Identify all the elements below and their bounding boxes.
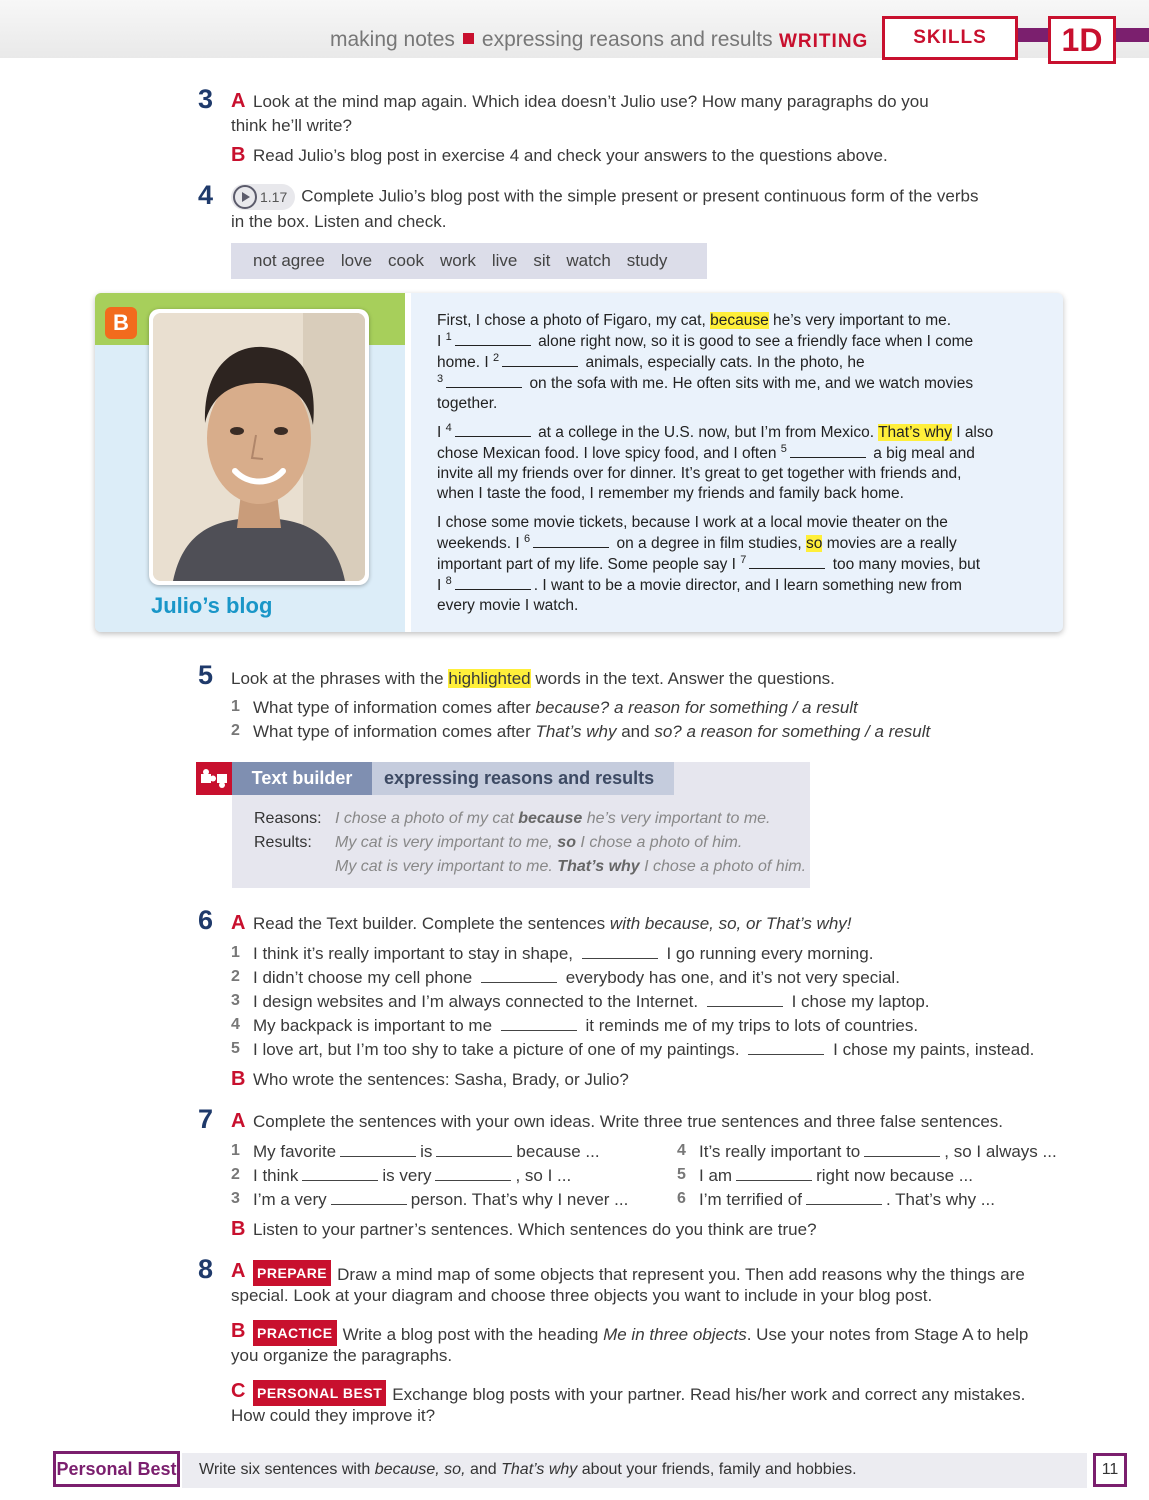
gap-number: 2 <box>493 351 500 364</box>
blog-text-span: a big meal and <box>873 445 975 462</box>
gap-1[interactable] <box>455 331 531 346</box>
instruction-italic: with because, so, or That’s why! <box>609 914 852 933</box>
instruction-text: Write a blog post with the heading <box>342 1325 599 1344</box>
ex7-item-2 <box>253 1164 571 1188</box>
blog-text-span: . I want to be a movie director, and I learn something new from <box>533 577 962 594</box>
blog-text-span: animals, especially cats. In the photo, he <box>585 354 865 371</box>
ex6-a-text <box>253 912 852 936</box>
sentence-text: I design websites and I’m always connected to the Internet. <box>253 992 699 1011</box>
footer-text: Write six sentences with <box>199 1461 371 1478</box>
sentence-text: , so I ... <box>515 1166 572 1185</box>
prepare-tag: PREPARE <box>253 1260 331 1286</box>
word-box-item: love <box>340 251 373 270</box>
sentence-text: it reminds me of my trips to lots of countries. <box>585 1016 919 1035</box>
example-text: My cat is very important to me, <box>335 834 553 851</box>
blog-text-span: alone right now, so it is good to see a friendly face when I come <box>538 333 974 350</box>
puzzle-icon <box>196 762 232 795</box>
word-box-item: sit <box>533 251 551 270</box>
sentence-text: It’s really important to <box>699 1142 861 1161</box>
ex8-c-letter: C <box>231 1380 246 1402</box>
blog-text-span: when I taste the food, I remember my friends and family back home. <box>437 485 904 502</box>
sentence-text: because ... <box>516 1142 600 1161</box>
ex7-item-number: 5 <box>677 1166 686 1183</box>
question-text: What type of information comes after <box>253 722 531 741</box>
sentence-text: I am <box>699 1166 733 1185</box>
sentence-text: . That’s why ... <box>885 1190 995 1209</box>
play-icon <box>233 185 257 209</box>
ex3-b-letter: B <box>231 144 246 166</box>
ex7-a-letter: A <box>231 1110 246 1132</box>
ex8-a-letter: A <box>231 1260 246 1282</box>
ex8-b-line1 <box>253 1320 1028 1347</box>
blog-text-span: too many movies, but <box>832 556 981 573</box>
gap-7[interactable] <box>749 554 825 569</box>
ex6-item-number: 1 <box>231 944 240 961</box>
blogger-icon: B <box>105 307 137 339</box>
bullet-square-icon <box>463 33 474 44</box>
blog-text-span: I <box>437 333 442 350</box>
sentence-text: I didn’t choose my cell phone <box>253 968 473 987</box>
highlighted-word: highlighted <box>448 669 531 688</box>
answer-blank[interactable] <box>707 992 783 1007</box>
header-topic-2: expressing reasons and results <box>481 28 773 51</box>
ex8-number: 8 <box>198 1254 214 1284</box>
blog-text-span: I also <box>956 424 994 441</box>
ex4-line1 <box>231 184 978 210</box>
question-italic: That’s why <box>535 722 617 741</box>
header-topic-1: making notes <box>330 28 455 51</box>
ex3-b-text: Read Julio’s blog post in exercise 4 and check your answers to the questions above. <box>253 146 888 165</box>
ex8-c-line1 <box>253 1380 1025 1407</box>
word-box-item: study <box>626 251 668 270</box>
reasons-label: Reasons: <box>254 810 322 827</box>
ex8-b-line2: you organize the paragraphs. <box>231 1346 453 1365</box>
ex3-number: 3 <box>198 84 214 114</box>
results-example-2 <box>335 858 806 876</box>
header-section: WRITING <box>779 31 869 52</box>
blog-paragraph-3 <box>437 513 1052 616</box>
example-text: My cat is very important to me. <box>335 858 553 875</box>
ex6-a-letter: A <box>231 912 246 934</box>
ex8-b-letter: B <box>231 1320 246 1342</box>
answer-blank[interactable] <box>435 1166 511 1181</box>
ex7-b-letter: B <box>231 1218 246 1240</box>
sentence-text: everybody has one, and it’s not very special. <box>565 968 900 987</box>
header-topics <box>330 28 773 52</box>
ex5-intro-text: words in the text. Answer the questions. <box>535 669 835 688</box>
answer-blank[interactable] <box>736 1166 812 1181</box>
julio-photo <box>149 309 369 585</box>
julio-photo-image <box>153 313 365 581</box>
gap-2[interactable] <box>502 352 578 367</box>
ex4-instruction: Complete Julio’s blog post with the simple present or present continuous form of the verbs <box>301 186 979 206</box>
sentence-text: I go running every morning. <box>666 944 874 963</box>
ex7-item-number: 3 <box>231 1190 240 1207</box>
ex7-item-3 <box>253 1188 628 1212</box>
footer-italic: That’s why <box>501 1461 578 1478</box>
text-builder-title: expressing reasons and results <box>384 768 655 788</box>
ex7-item-number: 6 <box>677 1190 686 1207</box>
sentence-text: I chose my laptop. <box>791 992 930 1011</box>
gap-5[interactable] <box>790 443 866 458</box>
question-options: so? a reason for something / a result <box>654 722 931 741</box>
word-box-item: work <box>439 251 476 270</box>
footer-text: and <box>469 1461 497 1478</box>
gap-number: 7 <box>740 553 747 566</box>
blog-text-span: important part of my life. Some people say I <box>437 556 736 573</box>
gap-4[interactable] <box>455 422 531 437</box>
blog-text-span: chose Mexican food. I love spicy food, and I often <box>437 445 777 462</box>
example-text: I chose a photo of him. <box>644 858 807 875</box>
sentence-text: I’m terrified of <box>699 1190 802 1209</box>
blog-text-span: invite all my friends over for dinner. It’s great to get together with friends and, <box>437 465 962 482</box>
ex7-item-4 <box>699 1140 1057 1164</box>
example-keyword: so <box>557 834 576 851</box>
ex6-item-1 <box>253 942 873 966</box>
footer-text: about your friends, family and hobbies. <box>581 1461 857 1478</box>
gap-6[interactable] <box>533 533 609 548</box>
ex7-item-5 <box>699 1164 973 1188</box>
highlighted-word: so <box>806 535 823 552</box>
instruction-text: Read the Text builder. Complete the sentences <box>253 914 606 933</box>
audio-track-button[interactable] <box>231 184 295 210</box>
ex5-intro <box>231 667 835 691</box>
reasons-example <box>335 810 771 828</box>
blog-text-span: First, I chose a photo of Figaro, my cat, <box>437 312 706 329</box>
blog-text-span: I <box>437 424 442 441</box>
answer-blank[interactable] <box>501 1016 577 1031</box>
header-unit: 1D <box>1048 16 1116 64</box>
blog-panel <box>95 293 1063 632</box>
answer-blank[interactable] <box>582 944 658 959</box>
answer-blank[interactable] <box>436 1142 512 1157</box>
text-builder-label: Text builder <box>232 762 372 795</box>
blog-text-span: weekends. I <box>437 535 520 552</box>
ex5-q1-number: 1 <box>231 698 240 715</box>
blog-text-span: on a degree in film studies, <box>616 535 802 552</box>
ex5-q1 <box>253 696 858 720</box>
blog-text-span: together. <box>437 395 498 412</box>
ex7-item-number: 1 <box>231 1142 240 1159</box>
sentence-text: is very <box>382 1166 432 1185</box>
ex6-b-letter: B <box>231 1068 246 1090</box>
ex5-intro-text: Look at the phrases with the <box>231 669 444 688</box>
ex8-c-line2: How could they improve it? <box>231 1406 436 1425</box>
sentence-text: right now because ... <box>816 1166 973 1185</box>
sentence-text: I think it’s really important to stay in shape, <box>253 944 574 963</box>
header-skills-label: SKILLS <box>882 16 1018 60</box>
highlighted-word: That’s why <box>878 424 952 441</box>
highlighted-word: because <box>710 312 769 329</box>
blog-text-span: on the sofa with me. He often sits with me, and we watch movies <box>529 375 974 392</box>
sentence-text: I love art, but I’m too shy to take a picture of one of my paintings. <box>253 1040 740 1059</box>
ex5-number: 5 <box>198 660 214 690</box>
gap-number: 6 <box>524 532 531 545</box>
ex7-item-1 <box>253 1140 600 1164</box>
ex7-item-number: 4 <box>677 1142 686 1159</box>
question-options: because? a reason for something / a result <box>535 698 858 717</box>
footer-italic: because, so, <box>374 1461 466 1478</box>
ex6-item-3 <box>253 990 930 1014</box>
answer-blank[interactable] <box>331 1190 407 1205</box>
gap-number: 3 <box>437 372 444 385</box>
ex7-number: 7 <box>198 1104 214 1134</box>
blog-text-span: at a college in the U.S. now, but I’m from Mexico. <box>538 424 875 441</box>
blog-text-span: I <box>437 577 442 594</box>
sentence-text: I think <box>253 1166 299 1185</box>
answer-blank[interactable] <box>481 968 557 983</box>
word-box-item: live <box>491 251 518 270</box>
answer-blank[interactable] <box>806 1190 882 1205</box>
blog-text-span: he’s very important to me. <box>773 312 952 329</box>
sentence-text: person. That’s why I never ... <box>410 1190 629 1209</box>
ex6-item-5 <box>253 1038 1034 1062</box>
ex4-line2: in the box. Listen and check. <box>231 212 447 231</box>
ex6-number: 6 <box>198 905 214 935</box>
ex6-item-number: 3 <box>231 992 240 1009</box>
ex6-item-number: 4 <box>231 1016 240 1033</box>
word-box-item: not agree <box>253 251 325 270</box>
ex8-a-line2: special. Look at your diagram and choose three objects you want to include in your blog post. <box>231 1286 933 1305</box>
ex7-a-text: Complete the sentences with your own ideas. Write three true sentences and three false sentences. <box>253 1112 1003 1131</box>
ex7-b-text: Listen to your partner’s sentences. Which sentences do you think are true? <box>253 1220 817 1239</box>
question-text: and <box>621 722 650 741</box>
example-keyword: because <box>518 810 583 827</box>
gap-number: 5 <box>780 442 787 455</box>
sentence-text: , so I always ... <box>944 1142 1057 1161</box>
blog-text-span: home. I <box>437 354 489 371</box>
instruction-text: . Use your notes from Stage A to help <box>746 1325 1029 1344</box>
answer-blank[interactable] <box>302 1166 378 1181</box>
sentence-text: I chose my paints, instead. <box>833 1040 1035 1059</box>
ex5-q2-number: 2 <box>231 722 240 739</box>
ex4-number: 4 <box>198 180 214 210</box>
ex6-item-number: 5 <box>231 1040 240 1057</box>
word-box <box>231 243 707 279</box>
ex3-a-line1: Look at the mind map again. Which idea doesn’t Julio use? How many paragraphs do you <box>253 92 929 111</box>
question-text: What type of information comes after <box>253 698 531 717</box>
word-box-item: cook <box>388 251 424 270</box>
ex6-b-text: Who wrote the sentences: Sasha, Brady, or Julio? <box>253 1070 629 1089</box>
personal-best-tag: PERSONAL BEST <box>253 1380 386 1406</box>
gap-8[interactable] <box>455 575 531 590</box>
ex6-item-number: 2 <box>231 968 240 985</box>
header-bar <box>1018 28 1052 42</box>
gap-number: 4 <box>445 421 452 434</box>
ex7-item-number: 2 <box>231 1166 240 1183</box>
blog-text-span: every movie I watch. <box>437 597 579 614</box>
ex8-a-line1 <box>253 1260 1025 1287</box>
example-keyword: That’s why <box>557 858 640 875</box>
gap-3[interactable] <box>446 373 522 388</box>
header-bar-right <box>1112 28 1149 42</box>
sentence-text: is <box>420 1142 433 1161</box>
example-text: I chose a photo of him. <box>580 834 743 851</box>
sentence-text: My backpack is important to me <box>253 1016 493 1035</box>
gap-number: 8 <box>445 574 452 587</box>
puzzle-icon-svg <box>196 762 232 795</box>
instruction-text: Exchange blog posts with your partner. Read his/her work and correct any mistakes. <box>392 1385 1026 1404</box>
sentence-text: I’m a very <box>253 1190 327 1209</box>
ex5-q2 <box>253 720 930 744</box>
results-example-1 <box>335 834 742 852</box>
blog-title: Julio’s blog <box>151 593 273 618</box>
sentence-text: My favorite <box>253 1142 337 1161</box>
personal-best-logo: Personal Best <box>53 1451 180 1487</box>
ex6-item-4 <box>253 1014 918 1038</box>
word-box-item: watch <box>566 251 611 270</box>
gap-number: 1 <box>445 330 452 343</box>
ex3-a-letter: A <box>231 90 246 112</box>
results-label: Results: <box>254 834 312 851</box>
answer-blank[interactable] <box>340 1142 416 1157</box>
blog-text-span: movies are a really <box>826 535 957 552</box>
example-text: he’s very important to me. <box>586 810 771 827</box>
answer-blank[interactable] <box>864 1142 940 1157</box>
answer-blank[interactable] <box>748 1040 824 1055</box>
ex3-a-line2: think he’ll write? <box>231 116 352 135</box>
ex6-item-2 <box>253 966 900 990</box>
ex7-item-6 <box>699 1188 995 1212</box>
audio-track-number: 1.17 <box>260 189 288 205</box>
blog-text-span: I chose some movie tickets, because I work at a local movie theater on the <box>437 514 948 531</box>
blog-divider <box>405 293 411 632</box>
blog-paragraph-1 <box>437 311 1052 414</box>
blog-paragraph-2 <box>437 422 1052 504</box>
example-text: I chose a photo of my cat <box>335 810 514 827</box>
instruction-text: Draw a mind map of some objects that represent you. Then add reasons why the things are <box>337 1265 1025 1284</box>
footer-task <box>199 1461 857 1479</box>
practice-tag: PRACTICE <box>253 1320 337 1346</box>
instruction-italic: Me in three objects <box>603 1325 747 1344</box>
portrait-illustration <box>153 313 365 581</box>
page-number: 11 <box>1093 1453 1127 1487</box>
